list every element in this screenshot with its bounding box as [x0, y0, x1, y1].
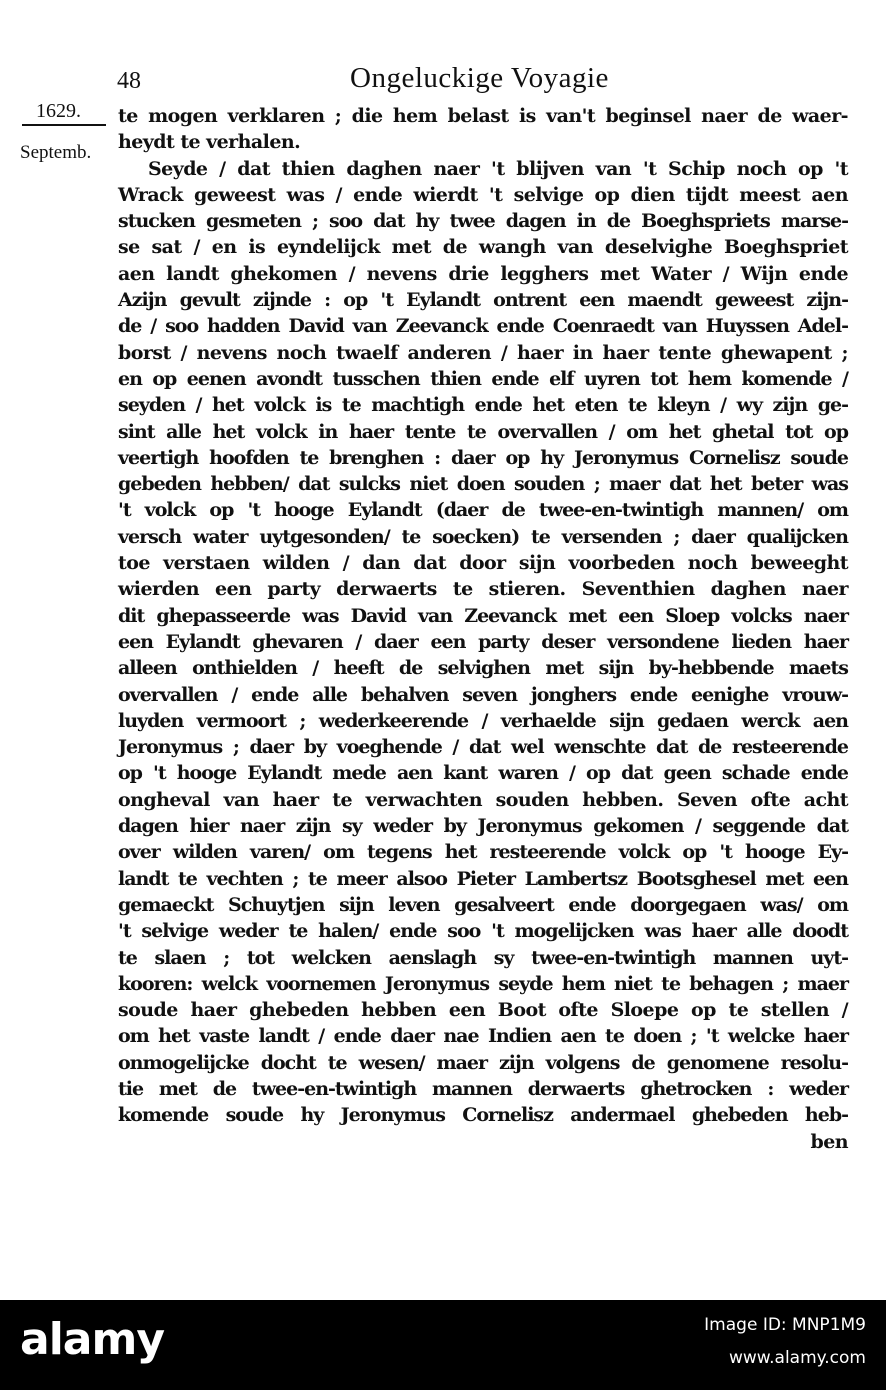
- text-line: overvallen / ende alle behalven seven jonghers ende eenighe vrouw-: [118, 683, 848, 706]
- text-line: alleen onthielden / heeft de selvighen met sijn by-hebbende maets: [118, 657, 848, 680]
- text-line: Wrack geweest was / ende wierdt 't selvige op dien tijdt meest aen: [118, 183, 848, 206]
- text-line: te slaen ; tot welcken aenslagh sy twee-en-twintigh mannen uyt-: [118, 946, 848, 969]
- text-line: se sat / en is eyndelijck met de wangh van deselvighe Boeghspriet: [118, 236, 848, 259]
- website-link[interactable]: www.alamy.com: [728, 1348, 866, 1368]
- text-line: te mogen verklaren ; die hem belast is van't beginsel naer de waer-: [118, 105, 848, 127]
- text-line: dit ghepasseerde was David van Zeevanck met een Sloep volcks naer: [118, 604, 848, 627]
- text-line: gemaeckt Schuytjen sijn leven gesalveert ende doorgegaen was/ om: [118, 893, 848, 916]
- catchword: ben: [810, 1130, 848, 1153]
- text-line: komende soude hy Jeronymus Cornelisz andermael ghebeden heb-: [118, 1104, 848, 1127]
- text-line: Jeronymus ; daer by voeghende / dat wel wenschte dat de resteerende: [118, 736, 848, 759]
- image-id: Image ID: MNP1M9: [704, 1315, 866, 1335]
- text-line: de / soo hadden David van Zeevanck ende Coenraedt van Huyssen Adel-: [118, 315, 848, 338]
- margin-note-year: 1629.: [36, 100, 81, 122]
- text-line: en op eenen avondt tusschen thien ende elf uyren tot hem komende /: [118, 367, 848, 390]
- text-line: wierden een party derwaerts te stieren. Seventhien daghen naer: [118, 578, 848, 601]
- text-line: ongheval van haer te verwachten souden hebben. Seven ofte acht: [118, 788, 848, 811]
- text-line: seyden / het volck is te machtigh ende het eten te kleyn / wy zijn ge-: [118, 394, 848, 417]
- text-line: onmogelijcke docht te wesen/ maer zijn volgens de genomene resolu-: [118, 1051, 848, 1074]
- text-line: Azijn gevult zijnde : op 't Eylandt ontrent een maendt geweest zijn-: [118, 289, 848, 312]
- text-line: veertigh hoofden te brenghen : daer op hy Jeronymus Cornelisz soude: [118, 446, 848, 469]
- text-line: Seyde / dat thien daghen naer 't blijven van 't Schip noch op 't: [148, 157, 848, 180]
- text-line: kooren: welck voornemen Jeronymus seyde hem niet te behagen ; maer: [118, 972, 848, 995]
- text-line: op 't hooge Eylandt mede aen kant waren / op dat geen schade ende: [118, 762, 848, 785]
- text-line: 't volck op 't hooge Eylandt (daer de twee-en-twintigh mannen/ om: [118, 499, 848, 522]
- text-line: een Eylandt ghevaren / daer een party deser versondene lieden haer: [118, 630, 848, 653]
- text-line: luyden vermoort ; wederkeerende / verhaelde sijn gedaen werck aen: [118, 709, 848, 732]
- margin-rule: [22, 124, 106, 126]
- text-line: dagen hier naer zijn sy weder by Jeronymus gekomen / seggende dat: [118, 815, 848, 838]
- text-line: om het vaste landt / ende daer nae Indien aen te doen ; 't welcke haer: [118, 1025, 848, 1048]
- text-line: landt te vechten ; te meer alsoo Pieter Lambertsz Bootsghesel met een: [118, 867, 848, 890]
- text-line: tie met de twee-en-twintigh mannen derwaerts ghetrocken : weder: [118, 1077, 848, 1100]
- page-number: 48: [117, 68, 141, 94]
- text-line: over wilden varen/ om tegens het resteerende volck op 't hooge Ey-: [118, 841, 848, 864]
- text-line: sint alle het volck in haer tente te overvallen / om het ghetal tot op: [118, 420, 848, 443]
- margin-note-month: Septemb.: [20, 142, 92, 163]
- alamy-logo: alamy: [20, 1314, 164, 1365]
- text-line: versch water uytgesonden/ te soecken) te versenden ; daer qualijcken: [118, 525, 848, 548]
- watermark-footer: [0, 1300, 886, 1390]
- text-line: aen landt ghekomen / nevens drie legghers met Water / Wijn ende: [118, 262, 848, 285]
- text-line: gebeden hebben/ dat sulcks niet doen souden ; maer dat het beter was: [118, 473, 848, 496]
- text-line: toe verstaen wilden / dan dat door sijn voorbeden noch beweeght: [118, 552, 848, 575]
- running-title: Ongeluckige Voyagie: [350, 62, 609, 94]
- text-line: soude haer ghebeden hebben een Boot ofte Sloepe op te stellen /: [118, 999, 848, 1022]
- text-line: stucken gesmeten ; soo dat hy twee dagen in de Boeghspriets marse-: [118, 210, 848, 233]
- text-line: 't selvige weder te halen/ ende soo 't mogelijcken was haer alle doodt: [118, 920, 848, 943]
- body-text: [118, 103, 848, 1155]
- text-line: heydt te verhalen.: [118, 131, 301, 154]
- text-line: borst / nevens noch twaelf anderen / haer in haer tente ghewapent ;: [118, 341, 848, 364]
